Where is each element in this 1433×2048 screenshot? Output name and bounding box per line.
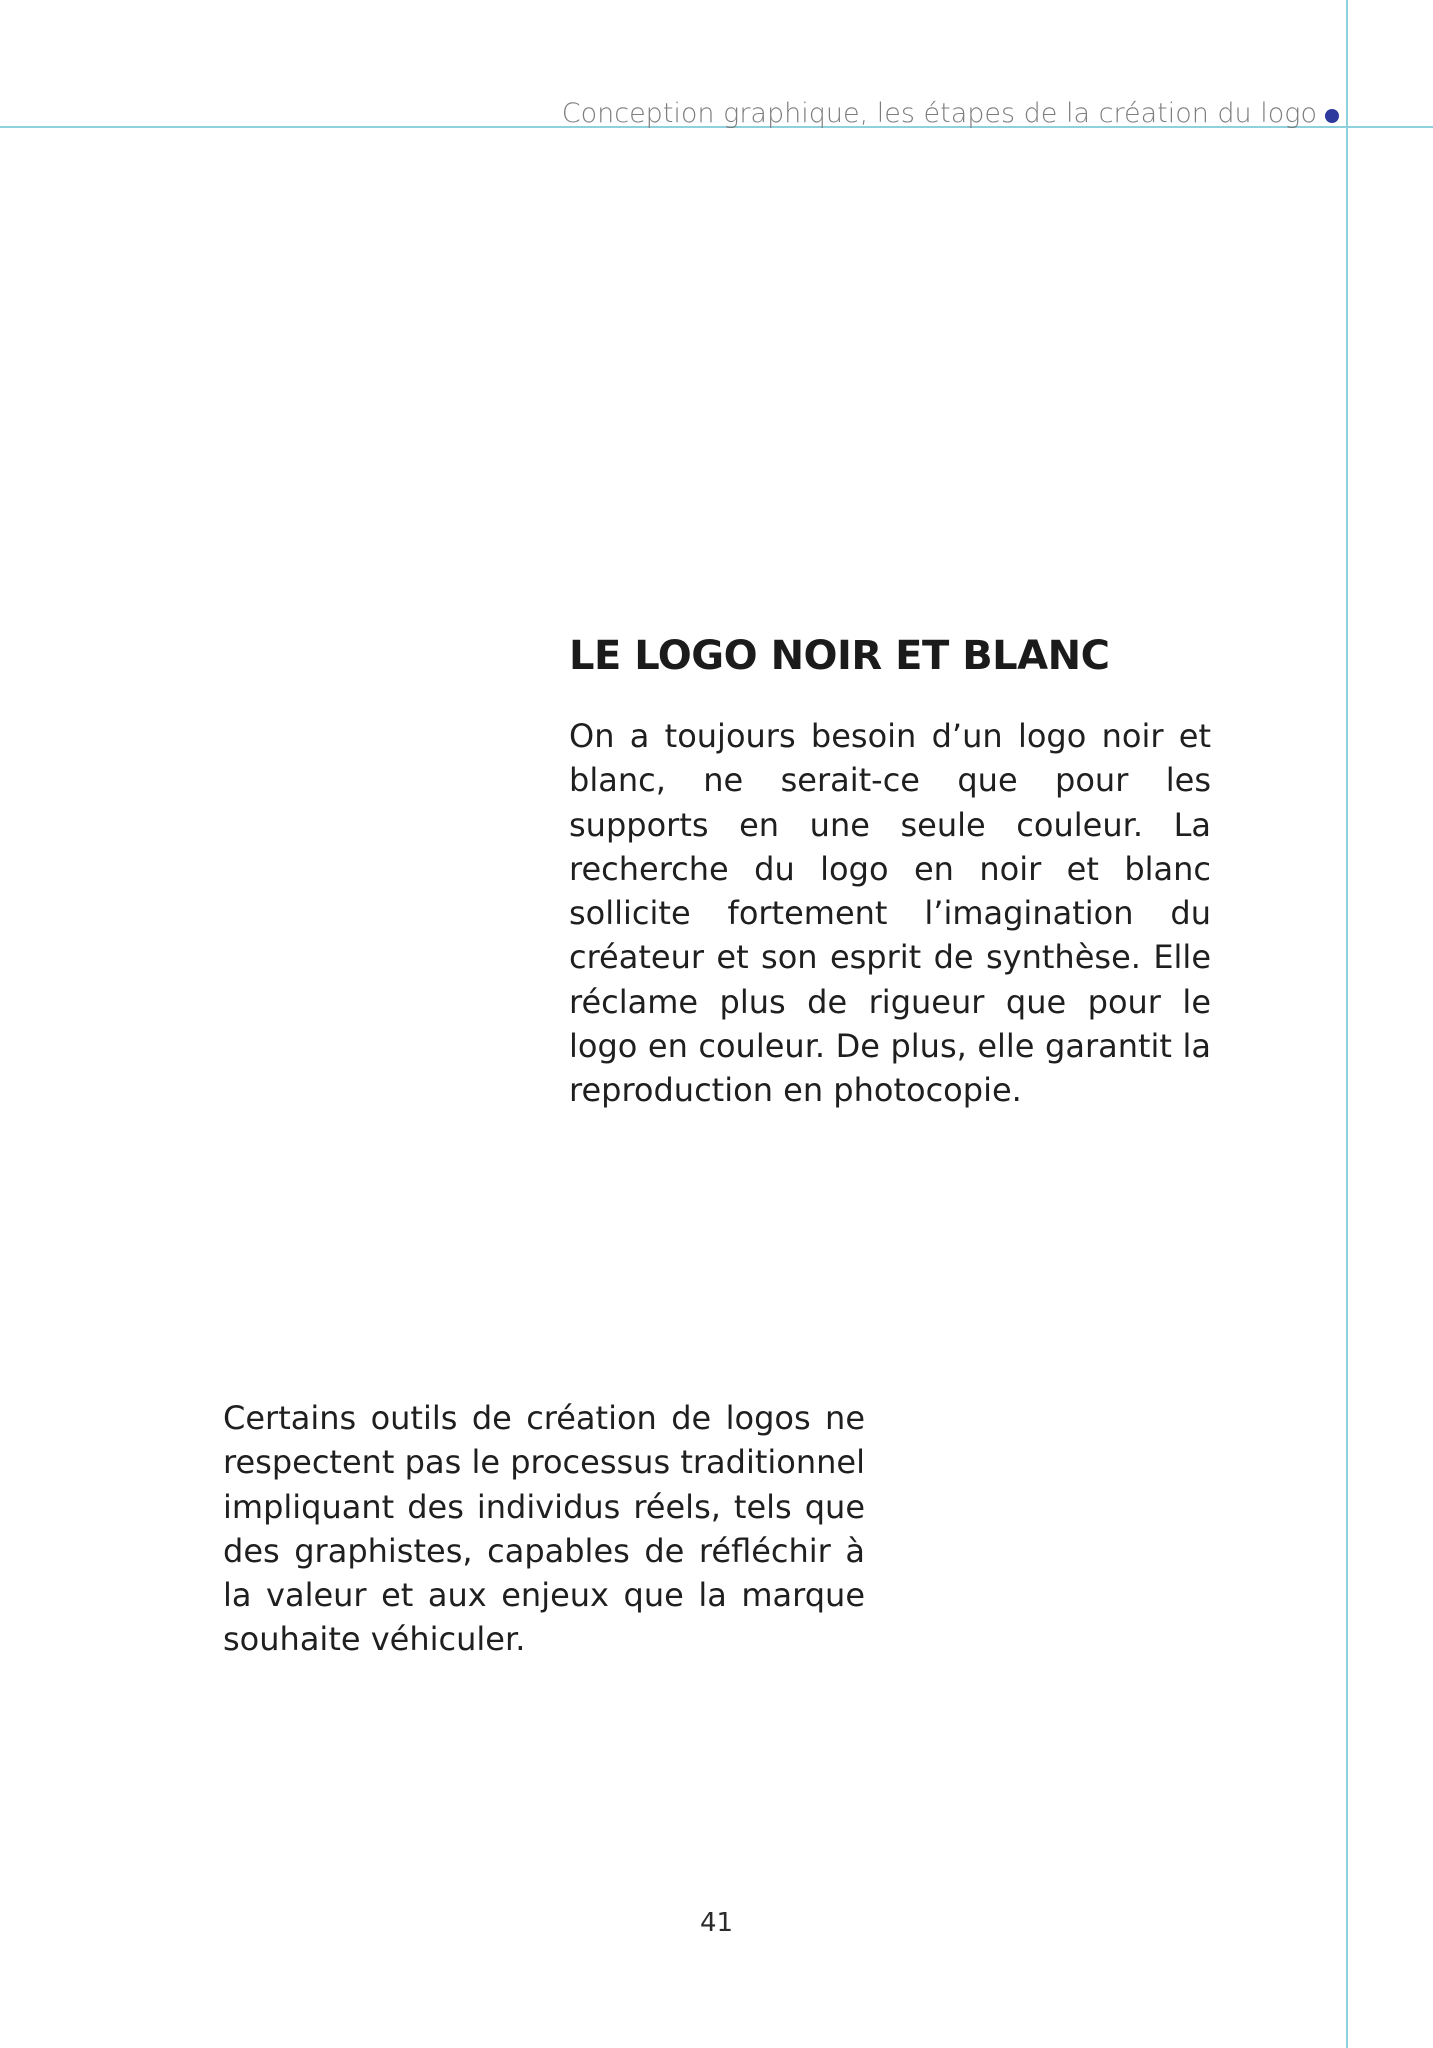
- running-header-title: Conception graphique, les étapes de la création du logo: [561, 98, 1317, 129]
- aside-paragraph: Certains outils de création de logos ne respectent pas le processus traditionnel impliquant des individus réels, tels que des graphistes, capables de réfléchir à la valeur et aux enjeux que la marque souhaite véhiculer.: [223, 1399, 865, 1659]
- margin-rule: [1346, 0, 1348, 2048]
- section-logo-noir-et-blanc: [569, 628, 1211, 1113]
- section-body: On a toujours besoin d’un logo noir et blanc, ne serait-ce que pour les supports en une seule couleur. La recherche du logo en noir et blanc sollicite fortement l’imagination du créateur et son esprit de synthèse. Elle réclame plus de rigueur que pour le logo en couleur. De plus, elle garantit la reproduction en photocopie.: [569, 717, 1211, 1110]
- section-title: LE LOGO NOIR ET BLANC: [569, 633, 1110, 679]
- bullet-dot-icon: [1325, 109, 1339, 123]
- running-header: [562, 98, 1339, 129]
- page-number: 41: [699, 1908, 734, 1938]
